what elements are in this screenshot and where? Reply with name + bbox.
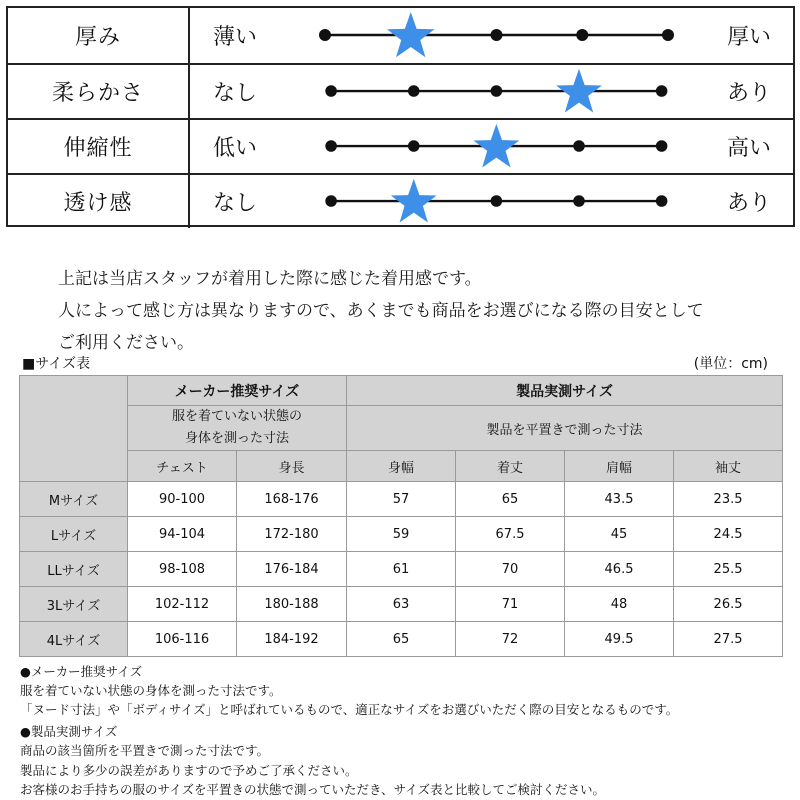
maker-description — [128, 406, 347, 451]
table-cell: 25.5 — [674, 552, 783, 587]
table-cell: 98-108 — [128, 552, 237, 587]
scale-dot — [491, 85, 503, 97]
table-row — [20, 587, 783, 622]
table-cell: 27.5 — [674, 622, 783, 657]
table-cell: 106-116 — [128, 622, 237, 657]
table-cell: 67.5 — [456, 517, 565, 552]
feel-label: 厚み — [8, 8, 190, 63]
table-cell: 26.5 — [674, 587, 783, 622]
scale-dot — [319, 29, 331, 41]
table-cell: 65 — [456, 482, 565, 517]
scale-dot — [325, 195, 337, 207]
wear-feel-table — [6, 6, 795, 227]
size-name-cell: 3Lサイズ — [20, 587, 128, 622]
scale-dot — [662, 29, 674, 41]
feel-scale — [308, 120, 678, 173]
scale-dot — [573, 195, 585, 207]
table-row — [20, 517, 783, 552]
column-header: チェスト — [128, 451, 237, 482]
scale-dot — [491, 29, 503, 41]
feel-label: 伸縮性 — [8, 120, 190, 173]
table-cell: 24.5 — [674, 517, 783, 552]
table-cell: 70 — [456, 552, 565, 587]
size-table-title: ■サイズ表 — [22, 356, 91, 372]
size-table — [19, 375, 783, 657]
table-cell: 94-104 — [128, 517, 237, 552]
footer-line: 製品により多少の誤差がありますので予めご了承ください。 — [20, 763, 358, 778]
size-name-cell: Mサイズ — [20, 482, 128, 517]
group-product-header: 製品実測サイズ — [347, 376, 783, 406]
scale-dot — [408, 85, 420, 97]
table-row — [20, 552, 783, 587]
table-cell: 71 — [456, 587, 565, 622]
feel-label: 透け感 — [8, 175, 190, 228]
table-cell: 23.5 — [674, 482, 783, 517]
rating-star-icon — [391, 179, 437, 223]
note-line: 上記は当店スタッフが着用した際に感じた着用感です。 — [58, 269, 482, 289]
table-cell: 43.5 — [565, 482, 674, 517]
feel-scale — [308, 8, 678, 63]
size-name-cell: Lサイズ — [20, 517, 128, 552]
feel-label: 柔らかさ — [8, 65, 190, 118]
feel-right-label: 高い — [726, 136, 771, 161]
size-corner-cell — [20, 376, 128, 482]
size-name-cell: LLサイズ — [20, 552, 128, 587]
table-cell: 57 — [347, 482, 456, 517]
table-cell: 46.5 — [565, 552, 674, 587]
feel-left-label: なし — [213, 81, 258, 106]
feel-left-label: 薄い — [213, 25, 258, 50]
footer-line: 服を着ていない状態の身体を測った寸法です。 — [20, 683, 282, 698]
scale-dot — [408, 140, 420, 152]
table-cell: 61 — [347, 552, 456, 587]
rating-star-icon — [387, 12, 435, 57]
group-maker-header: メーカー推奨サイズ — [128, 376, 347, 406]
scale-dot — [491, 195, 503, 207]
feel-scale — [308, 175, 678, 228]
feel-right-label: 厚い — [726, 25, 771, 50]
table-row — [20, 622, 783, 657]
footer-line: お客様のお手持ちの服のサイズを平置きの状態で測っていただき、サイズ表と比較してご検討ください。 — [20, 782, 606, 797]
rating-star-icon — [473, 124, 519, 168]
scale-dot — [576, 29, 588, 41]
feel-row-thickness — [8, 8, 793, 63]
product-description: 製品を平置きで測った寸法 — [347, 406, 783, 451]
table-cell: 48 — [565, 587, 674, 622]
table-cell: 184-192 — [237, 622, 347, 657]
column-header: 袖丈 — [674, 451, 783, 482]
note-line: 人によって感じ方は異なりますので、あくまでも商品をお選びになる際の目安として — [58, 301, 704, 321]
scale-dot — [325, 140, 337, 152]
size-name-cell: 4Lサイズ — [20, 622, 128, 657]
table-cell: 168-176 — [237, 482, 347, 517]
footer-line: 「ヌード寸法」や「ボディサイズ」と呼ばれているもので、適正なサイズをお選びいただく際の目安となるものです。 — [20, 702, 679, 717]
table-row — [20, 482, 783, 517]
feel-row-sheerness — [8, 173, 793, 228]
footer-heading: ●製品実測サイズ — [20, 724, 118, 739]
scale-dot — [656, 140, 668, 152]
column-header: 着丈 — [456, 451, 565, 482]
feel-row-stretch — [8, 118, 793, 173]
footer-line: 商品の該当箇所を平置きで測った寸法です。 — [20, 743, 270, 758]
feel-scale — [308, 65, 678, 118]
note-line: ご利用ください。 — [58, 333, 194, 353]
table-cell: 45 — [565, 517, 674, 552]
rating-star-icon — [556, 69, 602, 113]
table-cell: 102-112 — [128, 587, 237, 622]
feel-left-label: 低い — [213, 136, 258, 161]
feel-right-label: あり — [726, 191, 771, 216]
table-cell: 72 — [456, 622, 565, 657]
scale-dot — [656, 195, 668, 207]
table-cell: 172-180 — [237, 517, 347, 552]
feel-row-softness — [8, 63, 793, 118]
table-cell: 49.5 — [565, 622, 674, 657]
maker-desc-line: 服を着ていない状態の — [172, 409, 303, 424]
feel-right-label: あり — [726, 81, 771, 106]
table-cell: 63 — [347, 587, 456, 622]
feel-left-label: なし — [213, 191, 258, 216]
table-cell: 59 — [347, 517, 456, 552]
unit-label: (単位：cm) — [693, 356, 768, 372]
footer-heading: ●メーカー推奨サイズ — [20, 664, 143, 679]
table-cell: 176-184 — [237, 552, 347, 587]
column-header: 身長 — [237, 451, 347, 482]
column-header: 肩幅 — [565, 451, 674, 482]
scale-dot — [656, 85, 668, 97]
table-cell: 90-100 — [128, 482, 237, 517]
table-cell: 180-188 — [237, 587, 347, 622]
scale-dot — [325, 85, 337, 97]
table-cell: 65 — [347, 622, 456, 657]
scale-dot — [573, 140, 585, 152]
maker-desc-line: 身体を測った寸法 — [185, 431, 290, 446]
column-header: 身幅 — [347, 451, 456, 482]
